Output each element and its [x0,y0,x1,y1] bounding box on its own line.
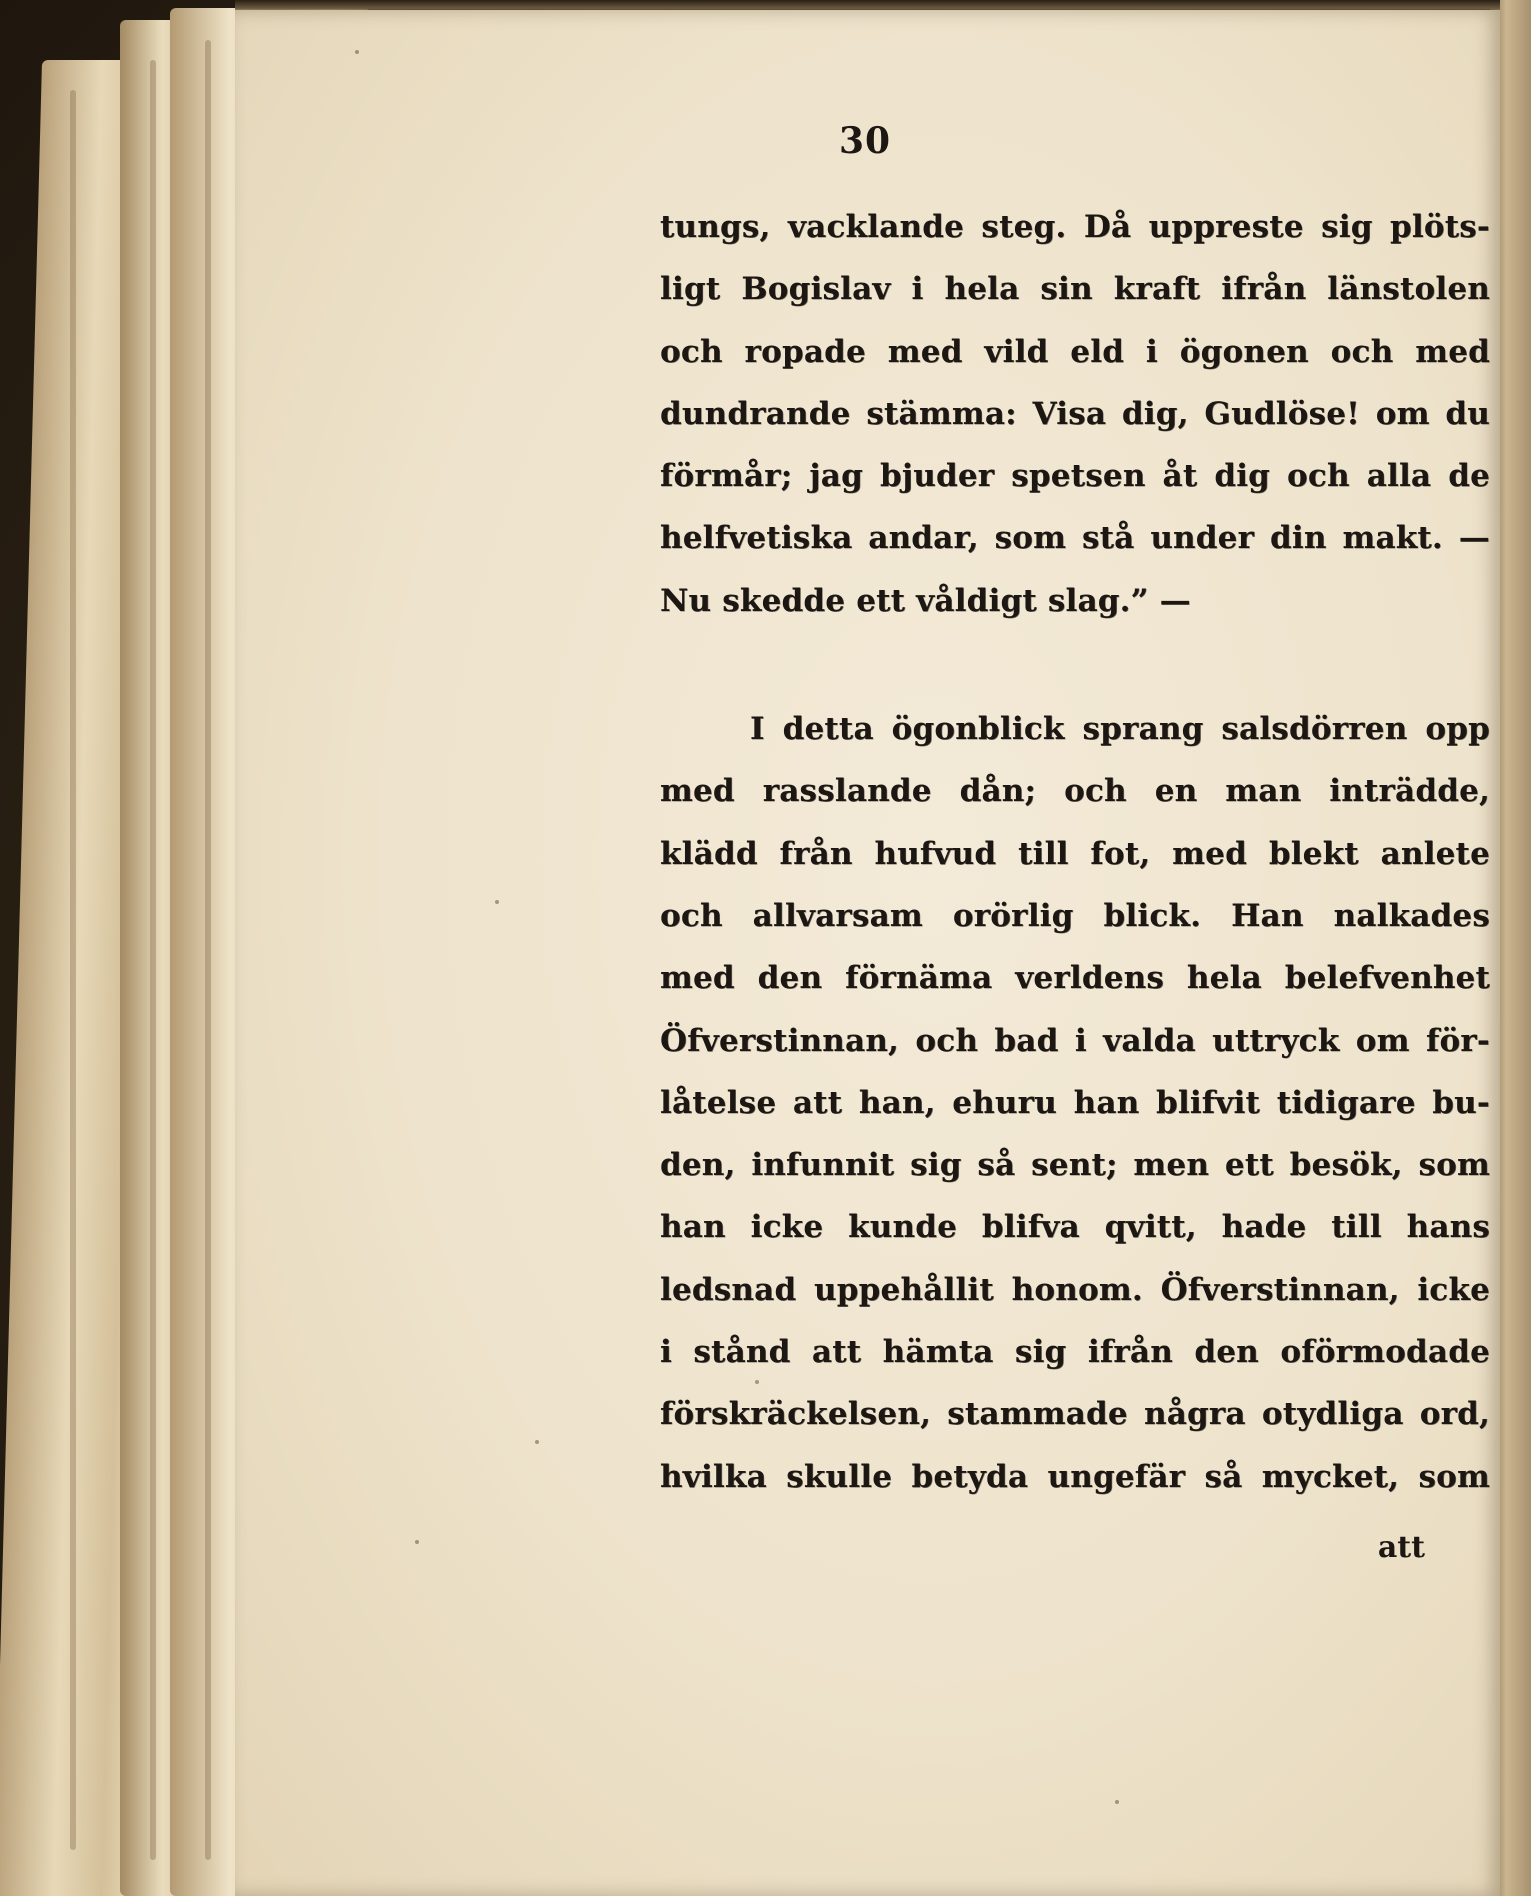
text-line: och allvarsam orörlig blick. Han nalkades [660,897,1490,934]
paper-speck [535,1440,539,1444]
text-line: förskräckelsen, stammade några otydliga ord, [660,1396,1490,1433]
text-line: i stånd att hämta sig ifrån den oförmodade [660,1334,1490,1371]
text-line: den, infunnit sig så sent; men ett besök, som [660,1147,1490,1184]
text-line: han icke kunde blifva qvitt, hade till hans [660,1209,1490,1246]
text-line: med rasslande dån; och en man inträdde, [660,773,1490,810]
paper-speck [495,900,499,904]
paragraph-gap [660,632,1490,698]
text-line: klädd från hufvud till fot, med blekt anlete [660,835,1490,872]
text-line: förmår; jag bjuder spetsen åt dig och alla de [660,458,1490,495]
text-line: med den förnäma verldens hela belefvenhet [660,960,1490,997]
text-line: dundrande stämma: Visa dig, Gudlöse! om du [660,395,1490,432]
text-line: ledsnad uppehållit honom. Öfverstinnan, icke [660,1271,1490,1308]
page-text [660,120,1490,1565]
paragraph-2 [660,698,1490,1508]
text-line: tungs, vacklande steg. Då uppreste sig plöts- [660,209,1490,245]
text-line: låtelse att han, ehuru han blifvit tidigare bu- [660,1084,1490,1121]
paper-speck [355,50,359,54]
text-line: ligt Bogislav i hela sin kraft ifrån länstolen [660,271,1490,308]
paper-crease [70,90,76,1850]
paper-crease [205,40,211,1860]
text-line: och ropade med vild eld i ögonen och med [660,333,1490,370]
text-line: hvilka skulle betyda ungefär så mycket, som [660,1458,1490,1495]
catchword: att [1377,1529,1425,1565]
paragraph-1 [660,196,1490,632]
text-line: Öfverstinnan, och bad i valda uttryck om för- [660,1022,1490,1059]
paper-speck [415,1540,419,1544]
page-number: 30 [838,120,892,162]
text-line: Nu skedde ett våldigt slag.” — [660,582,1191,619]
text-line: helfvetiska andar, som stå under din makt. — [660,520,1490,557]
paper-crease [150,60,156,1860]
text-line: I detta ögonblick sprang salsdörren opp [750,711,1490,748]
paper-speck [1115,1800,1119,1804]
